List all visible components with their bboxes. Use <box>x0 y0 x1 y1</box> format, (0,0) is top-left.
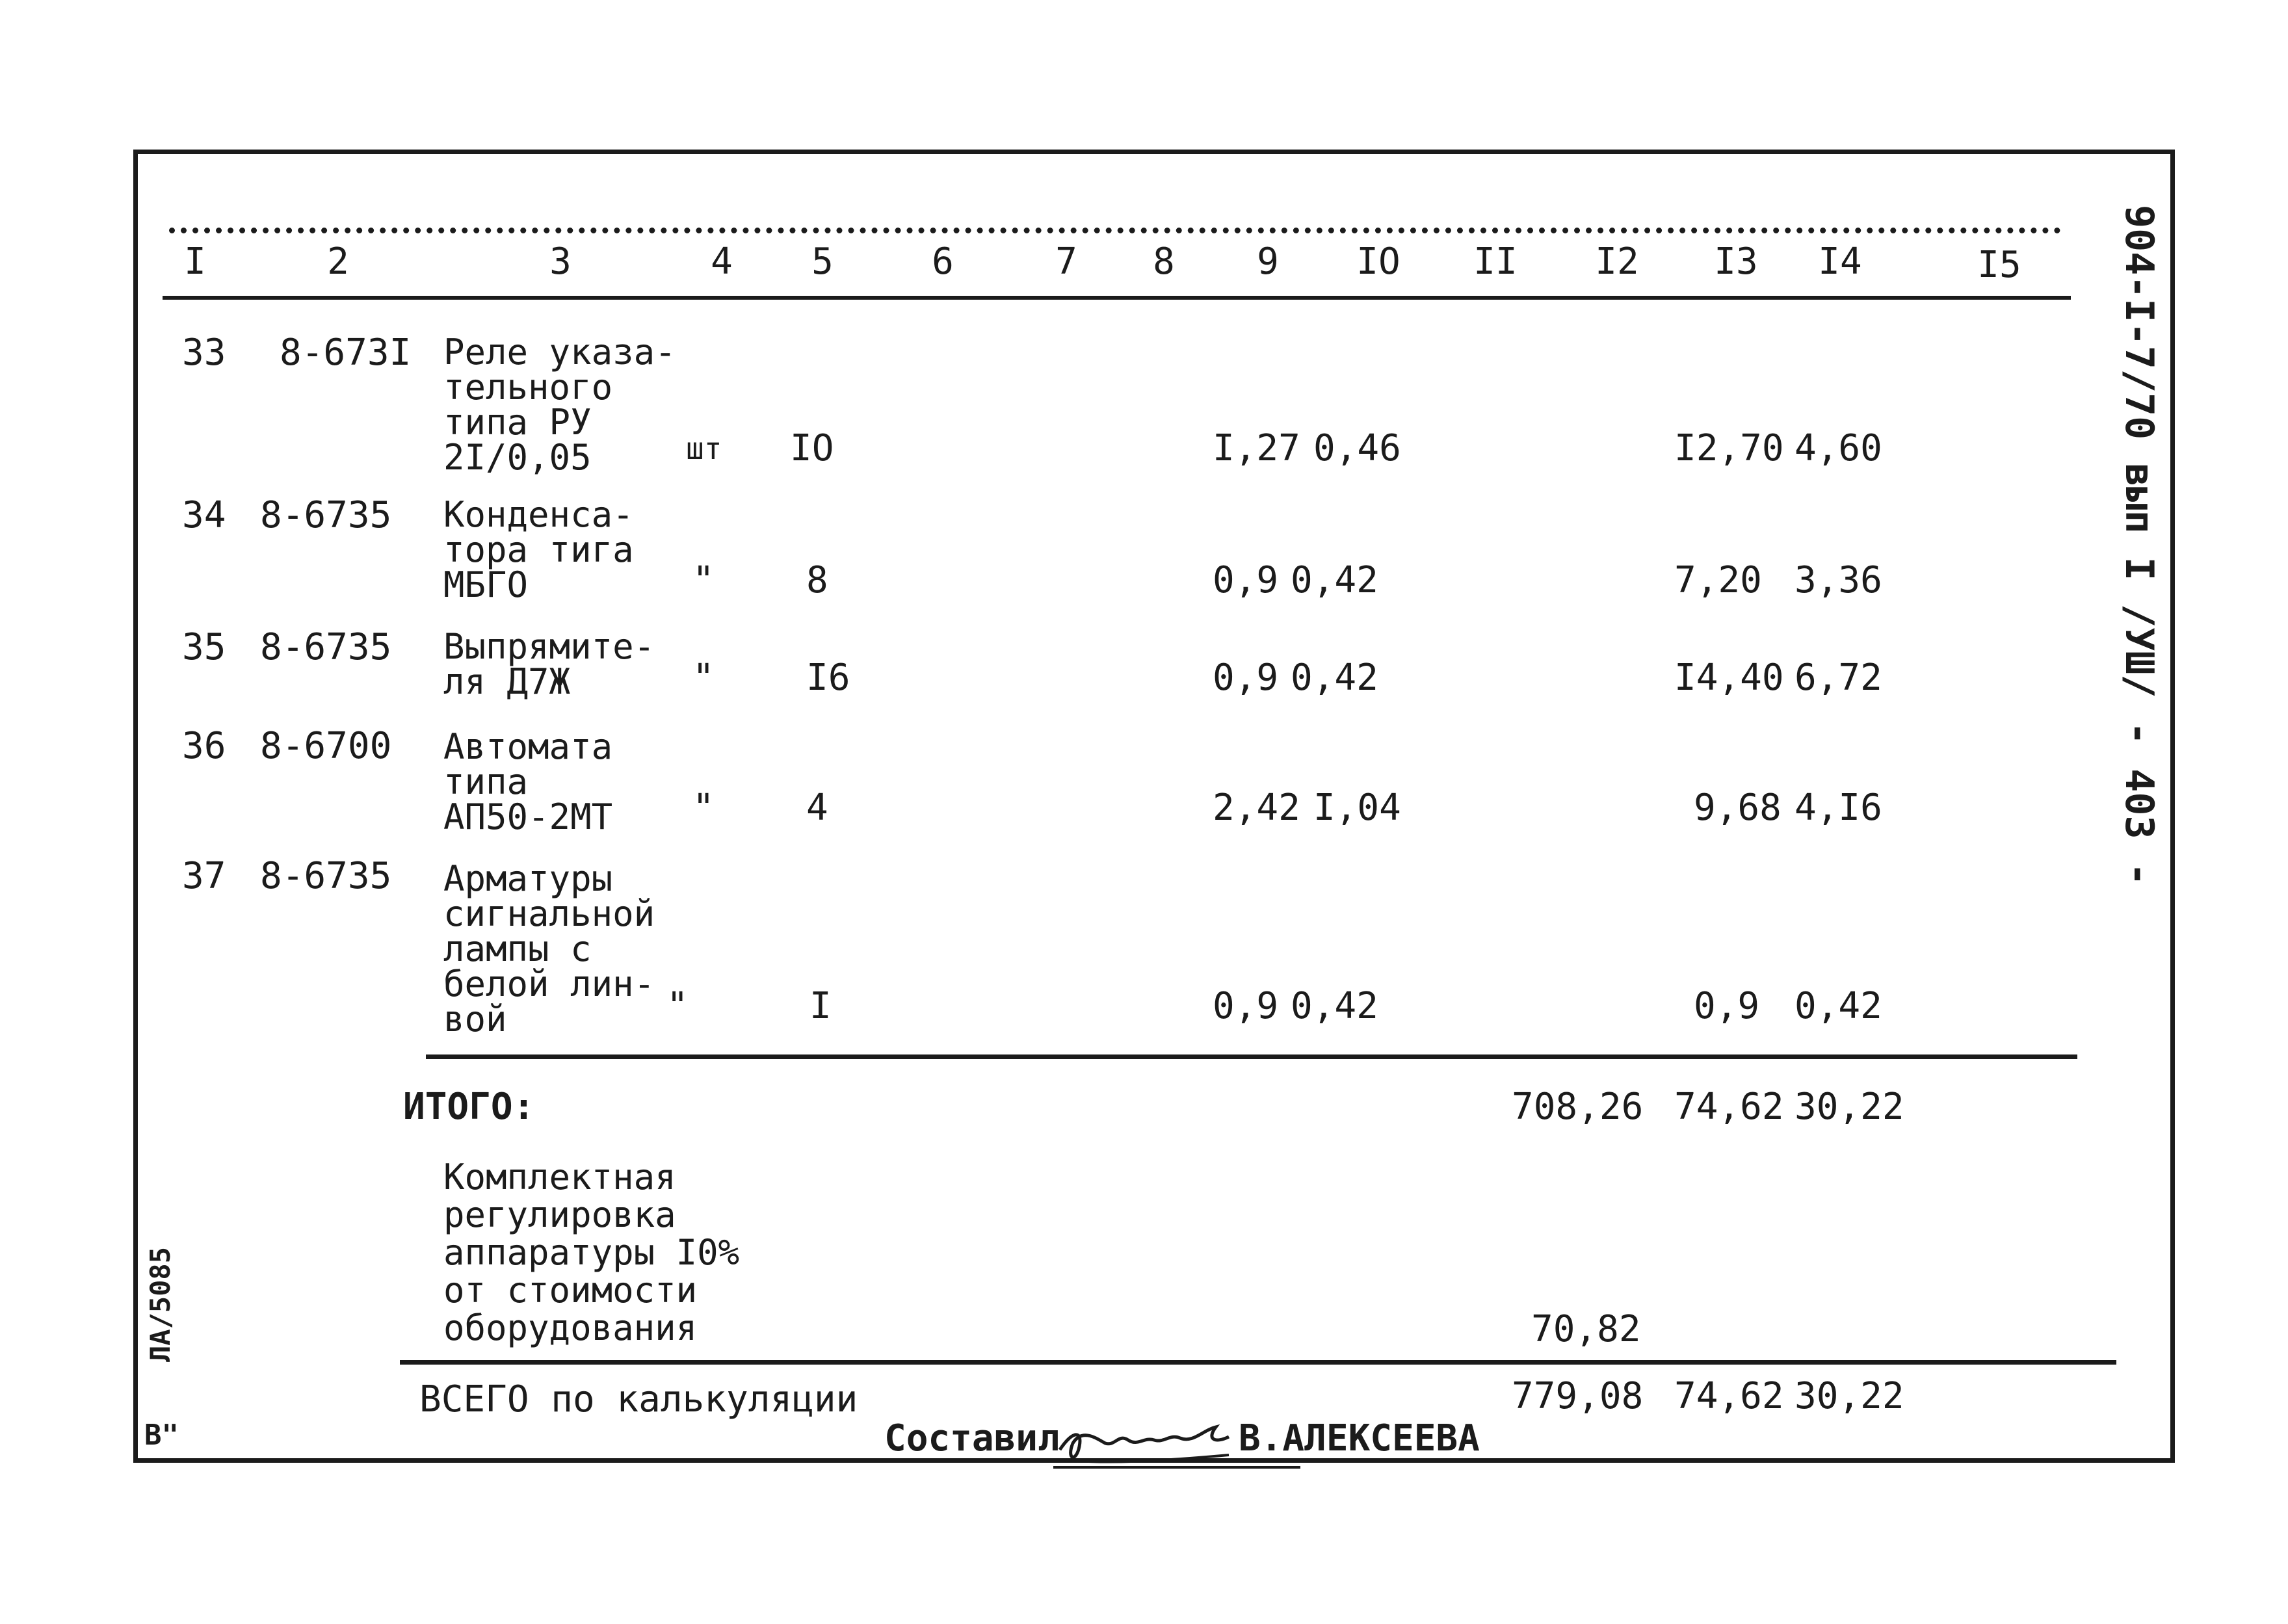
side-document-code: 904-I-7/70 вып I /УШ/ <box>2116 205 2162 698</box>
signature-underline <box>1053 1466 1300 1469</box>
row-col13: I4,40 <box>1674 657 1784 699</box>
col-header-4: 4 <box>711 241 733 283</box>
col-header-3: 3 <box>549 241 572 283</box>
col-header-13: I3 <box>1714 241 1758 283</box>
row-col10: 0,46 <box>1313 427 1401 469</box>
row-name: Выпрямите- ля Д7Ж <box>443 626 655 702</box>
vsego-col13: 74,62 <box>1674 1375 1784 1417</box>
row-col9: 0,9 <box>1213 657 1279 699</box>
row-code: 8-6735 <box>260 494 392 536</box>
row-number: 34 <box>182 494 226 536</box>
itogo-col13: 74,62 <box>1674 1086 1784 1128</box>
row-number: 33 <box>182 332 226 374</box>
col-header-2: 2 <box>327 241 349 283</box>
row-col14: 4,I6 <box>1795 787 1882 829</box>
row-col9: 2,42 <box>1213 787 1300 829</box>
vsego-label: ВСЕГО по калькуляции <box>419 1378 858 1421</box>
row-col10: 0,42 <box>1291 559 1378 601</box>
row-name: Автомата типа АП50-2МТ <box>443 726 613 837</box>
col-header-9: 9 <box>1257 241 1279 283</box>
row-col14: 4,60 <box>1795 427 1882 469</box>
subtotal-rule <box>426 1054 2077 1059</box>
row-qty: 8 <box>806 559 828 601</box>
row-col14: 3,36 <box>1795 559 1882 601</box>
itogo-label: ИТОГО: <box>403 1086 535 1128</box>
row-unit: " <box>666 985 689 1027</box>
row-unit: шт <box>686 431 722 466</box>
row-col9: 0,9 <box>1213 985 1279 1027</box>
row-number: 36 <box>182 725 226 767</box>
row-name: Арматуры сигнальной лампы с белой лин- вой <box>443 858 655 1040</box>
row-code: 8-6735 <box>260 855 392 897</box>
total-rule <box>400 1360 2116 1365</box>
header-dash-line <box>169 228 2061 233</box>
col-header-11: II <box>1473 241 1518 283</box>
row-number: 37 <box>182 855 226 897</box>
row-unit: " <box>692 787 715 829</box>
col-header-5: 5 <box>811 241 834 283</box>
row-qty: I6 <box>806 657 850 699</box>
row-qty: 4 <box>806 787 828 829</box>
page-marker: - 403 - <box>2116 722 2162 886</box>
left-margin-stamp: ЛА/5085 <box>144 1246 176 1362</box>
row-unit: " <box>692 559 715 601</box>
row-qty: IO <box>790 427 834 469</box>
handwritten-signature <box>1053 1404 1235 1476</box>
col-header-12: I2 <box>1595 241 1639 283</box>
row-col9: I,27 <box>1213 427 1300 469</box>
row-col9: 0,9 <box>1213 559 1279 601</box>
col-header-6: 6 <box>932 241 954 283</box>
row-name: Конденса- тора тига МБГО <box>443 494 634 605</box>
col-header-10: IO <box>1356 241 1400 283</box>
signature-name: В.АЛЕКСЕЕВА <box>1239 1417 1480 1460</box>
col-header-7: 7 <box>1055 241 1077 283</box>
row-qty: I <box>809 985 832 1027</box>
signature-label: Составил <box>884 1417 1060 1460</box>
row-col13: 9,68 <box>1694 787 1782 829</box>
row-col13: 0,9 <box>1694 985 1760 1027</box>
row-col10: I,04 <box>1313 787 1401 829</box>
row-unit: " <box>692 657 715 699</box>
row-col13: 7,20 <box>1674 559 1762 601</box>
row-number: 35 <box>182 626 226 668</box>
vsego-col12: 779,08 <box>1512 1375 1644 1417</box>
row-col14: 6,72 <box>1795 657 1882 699</box>
row-col14: 0,42 <box>1795 985 1882 1027</box>
regulation-label: Комплектная регулировка аппаратуры I0% от стоимости оборудования <box>443 1157 740 1348</box>
col-header-8: 8 <box>1153 241 1175 283</box>
row-code: 8-673I <box>280 332 412 374</box>
row-col13: I2,70 <box>1674 427 1784 469</box>
row-name: Реле указа- тельного типа РУ 2I/0,05 <box>443 332 676 478</box>
corner-mark: В" <box>144 1419 179 1452</box>
col-header-15: I5 <box>1977 244 2021 286</box>
row-col10: 0,42 <box>1291 985 1378 1027</box>
header-rule <box>163 296 2071 300</box>
itogo-col14: 30,22 <box>1795 1086 1904 1128</box>
row-code: 8-6735 <box>260 626 392 668</box>
col-header-14: I4 <box>1818 241 1862 283</box>
regulation-col12: 70,82 <box>1531 1308 1641 1350</box>
row-col10: 0,42 <box>1291 657 1378 699</box>
col-header-1: I <box>184 241 206 283</box>
itogo-col12: 708,26 <box>1512 1086 1644 1128</box>
vsego-col14: 30,22 <box>1795 1375 1904 1417</box>
row-code: 8-6700 <box>260 725 392 767</box>
